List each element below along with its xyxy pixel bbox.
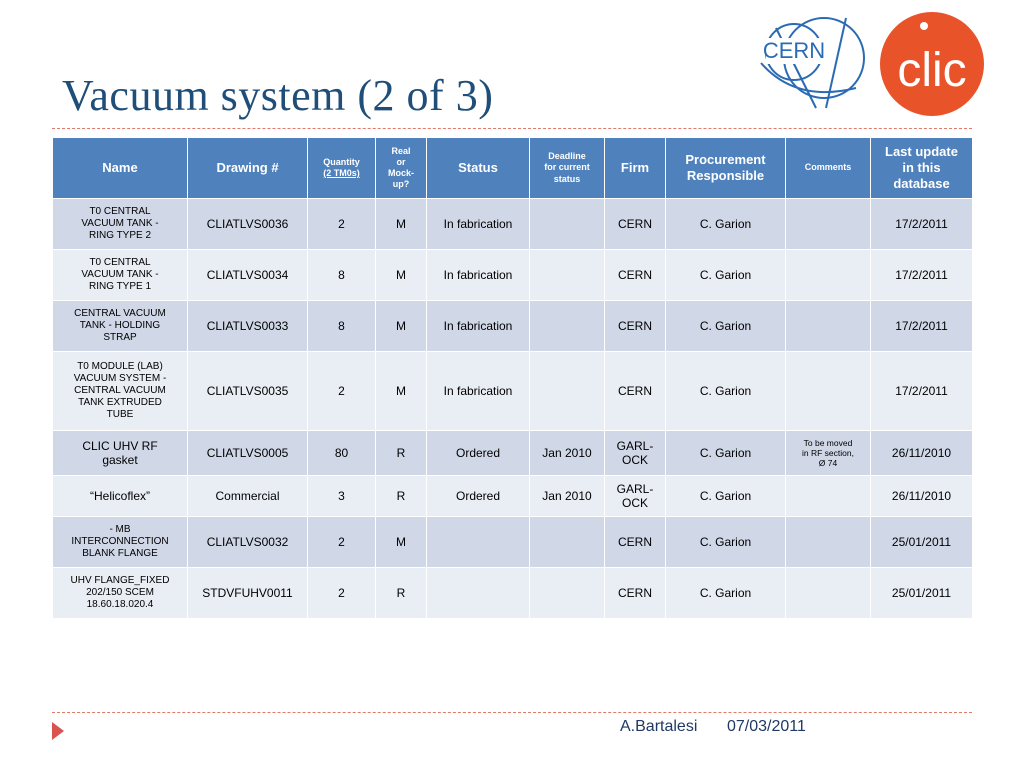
cell-deadline: Jan 2010 <box>530 476 605 517</box>
cell-drawing: Commercial <box>188 476 308 517</box>
cell-real-or-mockup: M <box>376 199 427 250</box>
cell-last-update: 25/01/2011 <box>871 568 973 619</box>
cell-name-line: RING TYPE 1 <box>88 281 152 292</box>
cell-name-line: TANK - HOLDING <box>79 320 161 331</box>
footer-arrow-icon <box>52 722 64 740</box>
cell-firm-line: GARL- <box>616 481 654 496</box>
cell-deadline <box>530 568 605 619</box>
cell-deadline <box>530 250 605 301</box>
cell-comments <box>786 517 871 568</box>
cell-responsible: C. Garion <box>666 250 786 301</box>
cell-responsible: C. Garion <box>666 199 786 250</box>
table-row <box>53 431 973 476</box>
cell-responsible: C. Garion <box>666 301 786 352</box>
cell-name-line: TANK EXTRUDED <box>78 397 162 408</box>
cell-name <box>53 517 188 568</box>
cell-last-update: 17/2/2011 <box>871 199 973 250</box>
footer-date: 07/03/2011 <box>727 718 806 735</box>
cell-name-line: RING TYPE 2 <box>88 230 152 241</box>
table-row <box>53 250 973 301</box>
cell-name <box>53 352 188 431</box>
cell-status: In fabrication <box>427 301 530 352</box>
cell-firm <box>605 431 666 476</box>
cell-comments <box>786 431 871 476</box>
cell-status: In fabrication <box>427 250 530 301</box>
cell-real-or-mockup: R <box>376 431 427 476</box>
cell-firm-line: GARL- <box>616 438 654 453</box>
cell-deadline <box>530 352 605 431</box>
cell-comments-line: To be moved <box>803 437 853 448</box>
cell-responsible: C. Garion <box>666 568 786 619</box>
table-header-row <box>53 138 973 199</box>
cell-name <box>53 431 188 476</box>
cell-comments <box>786 568 871 619</box>
cell-name <box>53 476 188 517</box>
cell-name-line: CENTRAL VACUUM <box>74 385 166 396</box>
cell-name-line: T0 CENTRAL <box>89 257 151 268</box>
cell-name-line: INTERCONNECTION <box>71 536 169 547</box>
slide-title: Vacuum system (2 of 3) <box>62 71 494 120</box>
cell-real-or-mockup: R <box>376 568 427 619</box>
cell-firm-line: CERN <box>617 216 652 231</box>
cell-drawing: CLIATLVS0034 <box>188 250 308 301</box>
top-divider <box>52 128 972 129</box>
cell-deadline <box>530 301 605 352</box>
cell-comments <box>786 199 871 250</box>
footer-author: A.Bartalesi <box>620 718 698 735</box>
cern-logo <box>756 8 870 116</box>
cell-firm-line: OCK <box>621 496 648 510</box>
header-last-update: Last update in this database <box>871 138 973 199</box>
cell-drawing: STDVFUHV0011 <box>188 568 308 619</box>
table-row <box>53 301 973 352</box>
cell-name <box>53 568 188 619</box>
table-row <box>53 476 973 517</box>
cell-name-line: gasket <box>102 453 138 467</box>
header-drawing: Drawing # <box>188 138 308 199</box>
table-row <box>53 517 973 568</box>
cell-firm <box>605 517 666 568</box>
svg-text:CERN: CERN <box>762 38 826 63</box>
cell-comments-line: Ø 74 <box>818 458 838 469</box>
cell-quantity: 80 <box>308 431 376 476</box>
cell-name-line: VACUUM TANK - <box>81 269 159 280</box>
cell-quantity: 2 <box>308 517 376 568</box>
header-deadline: Deadline for current status <box>530 138 605 199</box>
cell-name-line: VACUUM TANK - <box>81 218 159 229</box>
cell-last-update: 26/11/2010 <box>871 431 973 476</box>
cell-drawing: CLIATLVS0035 <box>188 352 308 431</box>
cell-last-update: 17/2/2011 <box>871 250 973 301</box>
header-name: Name <box>53 138 188 199</box>
vacuum-system-table <box>52 137 973 619</box>
cell-last-update: 26/11/2010 <box>871 476 973 517</box>
header-quantity: Quantity (2 TM0s) <box>308 138 376 199</box>
cell-firm <box>605 199 666 250</box>
table-row <box>53 352 973 431</box>
header-firm: Firm <box>605 138 666 199</box>
cell-firm-line: CERN <box>617 267 652 282</box>
cell-real-or-mockup: M <box>376 301 427 352</box>
header-comments: Comments <box>786 138 871 199</box>
cell-deadline <box>530 199 605 250</box>
cell-quantity: 8 <box>308 301 376 352</box>
clic-logo <box>876 8 990 116</box>
cell-real-or-mockup: M <box>376 352 427 431</box>
cell-status: Ordered <box>427 476 530 517</box>
cell-last-update: 25/01/2011 <box>871 517 973 568</box>
cell-name <box>53 250 188 301</box>
cell-name-line: T0 CENTRAL <box>89 206 151 217</box>
cell-name-line: 18.60.18.020.4 <box>86 599 154 610</box>
cell-comments <box>786 301 871 352</box>
cell-real-or-mockup: M <box>376 250 427 301</box>
cell-name-line: STRAP <box>103 332 137 343</box>
table-row <box>53 199 973 250</box>
cell-status: Ordered <box>427 431 530 476</box>
cell-status: In fabrication <box>427 199 530 250</box>
cell-firm <box>605 476 666 517</box>
cell-status: In fabrication <box>427 352 530 431</box>
cell-quantity: 8 <box>308 250 376 301</box>
cell-quantity: 2 <box>308 568 376 619</box>
cell-name-line: T0 MODULE (LAB) <box>77 361 163 372</box>
cell-firm <box>605 250 666 301</box>
cell-last-update: 17/2/2011 <box>871 301 973 352</box>
cell-quantity: 2 <box>308 199 376 250</box>
cell-name-line: - MB <box>109 524 131 535</box>
cell-firm-line: CERN <box>617 534 652 549</box>
cell-firm <box>605 352 666 431</box>
cell-name-line: “Helicoflex” <box>89 488 150 503</box>
cell-drawing: CLIATLVS0005 <box>188 431 308 476</box>
bottom-divider <box>52 712 972 713</box>
cell-deadline: Jan 2010 <box>530 431 605 476</box>
cell-name-line: 202/150 SCEM <box>86 587 154 598</box>
cell-comments-line: in RF section, <box>802 447 854 458</box>
cell-real-or-mockup: R <box>376 476 427 517</box>
cell-name-line: UHV FLANGE_FIXED <box>70 575 170 586</box>
svg-text:clic: clic <box>897 44 967 97</box>
cell-name-line: BLANK FLANGE <box>82 548 158 559</box>
cell-quantity: 3 <box>308 476 376 517</box>
cell-comments <box>786 476 871 517</box>
cell-name-line: CENTRAL VACUUM <box>74 308 166 319</box>
header-real-or-mockup: Real or Mock- up? <box>376 138 427 199</box>
cell-deadline <box>530 517 605 568</box>
cell-responsible: C. Garion <box>666 431 786 476</box>
cell-drawing: CLIATLVS0032 <box>188 517 308 568</box>
header-status: Status <box>427 138 530 199</box>
cell-responsible: C. Garion <box>666 352 786 431</box>
table-row <box>53 568 973 619</box>
cell-firm <box>605 301 666 352</box>
cell-drawing: CLIATLVS0033 <box>188 301 308 352</box>
cell-responsible: C. Garion <box>666 476 786 517</box>
cell-firm <box>605 568 666 619</box>
cell-firm-line: OCK <box>621 453 648 467</box>
cell-name <box>53 199 188 250</box>
cell-name-line: CLIC UHV RF <box>82 438 158 453</box>
cell-quantity: 2 <box>308 352 376 431</box>
cell-name <box>53 301 188 352</box>
cell-status <box>427 568 530 619</box>
cell-drawing: CLIATLVS0036 <box>188 199 308 250</box>
cell-real-or-mockup: M <box>376 517 427 568</box>
table-body <box>53 199 973 619</box>
cell-firm-line: CERN <box>617 383 652 398</box>
cell-last-update: 17/2/2011 <box>871 352 973 431</box>
cell-comments <box>786 352 871 431</box>
cell-name-line: VACUUM SYSTEM - <box>73 373 167 384</box>
cell-status <box>427 517 530 568</box>
cell-responsible: C. Garion <box>666 517 786 568</box>
cell-comments <box>786 250 871 301</box>
header-procurement: Procurement Responsible <box>666 138 786 199</box>
cell-firm-line: CERN <box>617 585 652 600</box>
cell-firm-line: CERN <box>617 318 652 333</box>
cell-name-line: TUBE <box>106 409 134 420</box>
